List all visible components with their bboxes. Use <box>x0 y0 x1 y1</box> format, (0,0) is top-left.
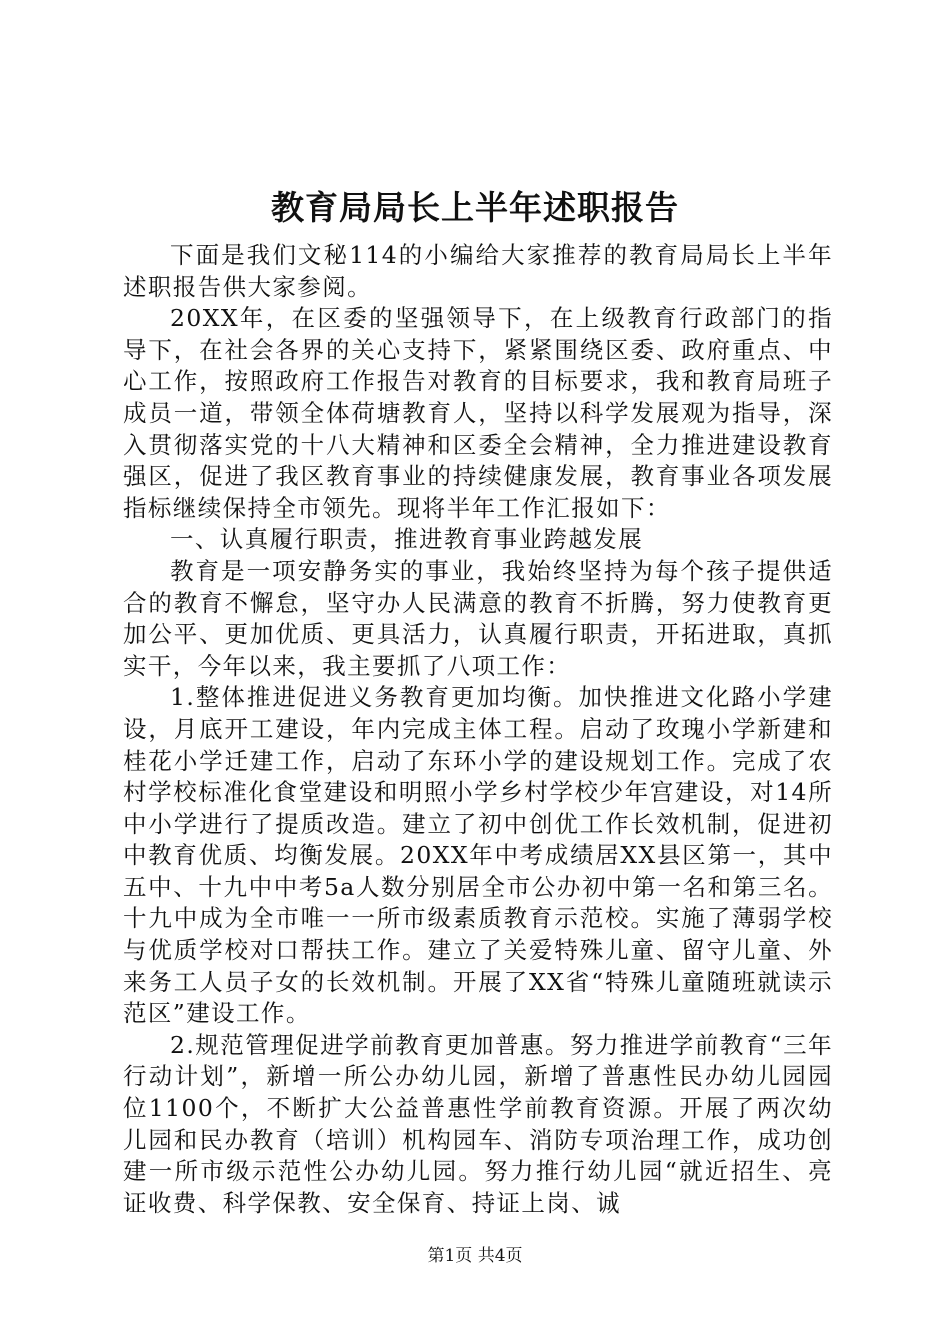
overview-paragraph: 20XX年，在区委的坚强领导下，在上级教育行政部门的指导下，在社会各界的关心支持下，紧紧围绕区委、政府重点、中心工作，按照政府工作报告对教育的目标要求，我和教育局班子成员一道，带领全体荷塘教育人，坚持以科学发展观为指导，深入贯彻落实党的十八大精神和区委全会精神，全力推进建设教育强区，促进了我区教育事业的持续健康发展，教育事业各项发展指标继续保持全市领先。现将半年工作汇报如下： <box>123 304 833 522</box>
page-footer: 第1页 共4页 <box>427 1246 523 1266</box>
section-heading: 一、认真履行职责，推进教育事业跨越发展 <box>170 525 644 554</box>
section-intro-paragraph: 教育是一项安静务实的事业，我始终坚持为每个孩子提供适合的教育不懈怠，坚守办人民满意的教育不折腾，努力使教育更加公平、更加优质、更具活力，认真履行职责，开拓进取，真抓实干，今年以来，我主要抓了八项工作： <box>123 556 833 680</box>
document-body <box>123 240 833 1219</box>
item-1-paragraph: 1.整体推进促进义务教育更加均衡。加快推进文化路小学建设，月底开工建设，年内完成主体工程。启动了玫瑰小学新建和桂花小学迁建工作，启动了东环小学的建设规划工作。完成了农村学校标准化食堂建设和明照小学乡村学校少年宫建设，对14所中小学进行了提质改造。建立了初中创优工作长效机制，促进初中教育优质、均衡发展。20XX年中考成绩居XX县区第一，其中五中、十九中中考5a人数分别居全市公办初中第一名和第三名。十九中成为全市唯一一所市级素质教育示范校。实施了薄弱学校与优质学校对口帮扶工作。建立了关爱特殊儿童、留守儿童、外来务工人员子女的长效机制。开展了XX省“特殊儿童随班就读示范区”建设工作。 <box>123 683 833 1028</box>
item-2-paragraph: 2.规范管理促进学前教育更加普惠。努力推进学前教育“三年行动计划”，新增一所公办幼儿园，新增了普惠性民办幼儿园园位1100个，不断扩大公益普惠性学前教育资源。开展了两次幼儿园和民办教育（培训）机构园车、消防专项治理工作，成功创建一所市级示范性公办幼儿园。努力推行幼儿园“就近招生、亮证收费、科学保教、安全保育、持证上岗、诚 <box>123 1030 833 1217</box>
document-title: 教育局局长上半年述职报告 <box>271 188 679 227</box>
intro-paragraph: 下面是我们文秘114的小编给大家推荐的教育局局长上半年述职报告供大家参阅。 <box>123 241 833 301</box>
